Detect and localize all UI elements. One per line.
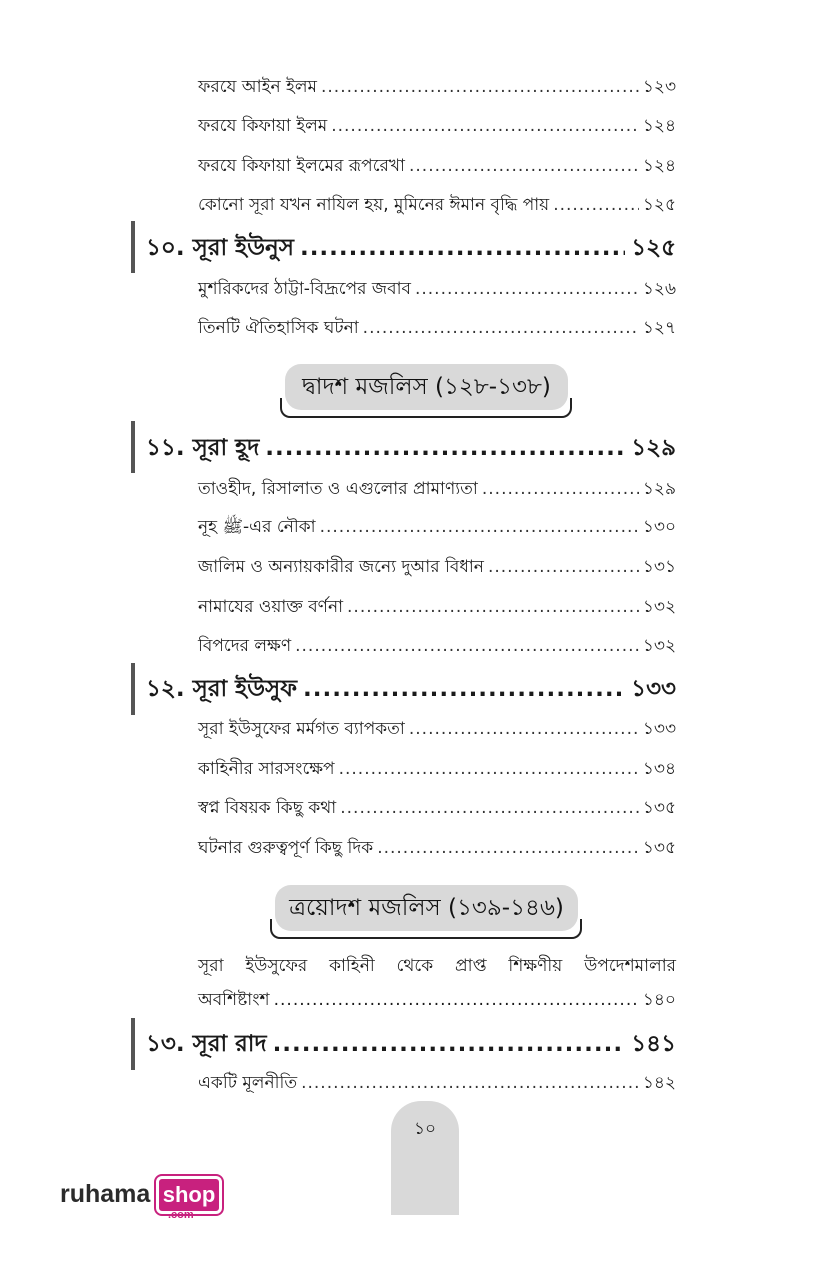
entry-title: অবশিষ্টাংশ bbox=[198, 990, 270, 1010]
chapter-page: ১৪১ bbox=[631, 1031, 676, 1057]
dot-leader bbox=[347, 594, 639, 620]
dot-leader bbox=[301, 1070, 639, 1096]
chapter-page: ১৩৩ bbox=[631, 676, 676, 702]
dot-leader bbox=[331, 113, 639, 139]
toc-entry bbox=[198, 113, 676, 139]
chapter-bar bbox=[131, 663, 135, 715]
entry-title: নূহ ﷺ-এর নৌকা bbox=[198, 517, 316, 537]
logo-text-shop: shop bbox=[156, 1176, 222, 1214]
toc-entry bbox=[198, 1070, 676, 1096]
toc-entry bbox=[198, 756, 676, 782]
paragraph-line-1: সূরা ইউসুফের কাহিনী থেকে প্রাপ্ত শিক্ষণীয় উপদেশমালার bbox=[198, 956, 676, 976]
dot-leader bbox=[415, 276, 639, 302]
entry-page: ১২৩ bbox=[642, 77, 676, 97]
dot-leader bbox=[363, 315, 639, 341]
dot-leader bbox=[300, 231, 625, 265]
paragraph-line-2 bbox=[198, 983, 676, 1017]
chapter-bar bbox=[131, 1018, 135, 1070]
dot-leader bbox=[321, 74, 639, 100]
chapter-page: ১২৫ bbox=[631, 235, 676, 261]
chapter-page: ১২৯ bbox=[631, 435, 676, 461]
entry-page: ১২৭ bbox=[642, 318, 676, 338]
toc-entry bbox=[198, 795, 676, 821]
toc-entry bbox=[198, 835, 676, 861]
toc-entry bbox=[198, 554, 676, 580]
toc-entry bbox=[198, 716, 676, 742]
entry-title: তিনটি ঐতিহাসিক ঘটনা bbox=[198, 318, 359, 338]
entry-page: ১৩৪ bbox=[642, 759, 676, 779]
entry-title: একটি মূলনীতি bbox=[198, 1073, 298, 1093]
dot-leader bbox=[295, 633, 639, 659]
entry-title: ঘটনার গুরুত্বপূর্ণ কিছু দিক bbox=[198, 838, 374, 858]
chapter-heading bbox=[146, 1027, 676, 1061]
toc-entry bbox=[198, 153, 676, 179]
dot-leader bbox=[340, 795, 639, 821]
dot-leader bbox=[553, 192, 639, 218]
entry-page: ১৪২ bbox=[642, 1073, 676, 1093]
entry-page: ১৪০ bbox=[642, 990, 676, 1010]
chapter-heading bbox=[146, 231, 676, 265]
toc-entry bbox=[198, 192, 676, 218]
toc-entry bbox=[198, 315, 676, 341]
entry-title: ফরযে কিফায়া ইলম bbox=[198, 116, 328, 136]
entry-page: ১৩০ bbox=[642, 517, 676, 537]
dot-leader bbox=[339, 756, 639, 782]
entry-page: ১৩৫ bbox=[642, 838, 676, 858]
dot-leader bbox=[273, 1027, 626, 1061]
section-title: ত্রয়োদশ মজলিস (১৩৯-১৪৬) bbox=[289, 894, 564, 921]
toc-entry bbox=[198, 633, 676, 659]
chapter-bar bbox=[131, 421, 135, 473]
entry-title: সূরা ইউসুফের মর্মগত ব্যাপকতা bbox=[198, 719, 405, 739]
toc-entry bbox=[198, 74, 676, 100]
logo-text-com: .com bbox=[168, 1209, 194, 1221]
toc-entry bbox=[198, 514, 676, 540]
entry-page: ১২৯ bbox=[642, 479, 676, 499]
dot-leader bbox=[409, 153, 639, 179]
dot-leader bbox=[377, 835, 639, 861]
chapter-title: ১১. সূরা হূদ bbox=[146, 435, 260, 461]
dot-leader bbox=[274, 983, 639, 1017]
dot-leader bbox=[265, 431, 625, 465]
entry-page: ১৩২ bbox=[642, 636, 676, 656]
entry-page: ১৩২ bbox=[642, 597, 676, 617]
page-number: ১০ bbox=[413, 1119, 437, 1139]
entry-page: ১২৪ bbox=[642, 116, 676, 136]
entry-page: ১৩৩ bbox=[642, 719, 676, 739]
entry-page: ১২৬ bbox=[642, 279, 676, 299]
chapter-title: ১০. সূরা ইউনুস bbox=[146, 235, 294, 261]
toc-paragraph-entry bbox=[198, 949, 676, 1017]
dot-leader bbox=[482, 476, 639, 502]
entry-page: ১২৪ bbox=[642, 156, 676, 176]
chapter-heading bbox=[146, 672, 676, 706]
section-title: দ্বাদশ মজলিস (১২৮-১৩৮) bbox=[302, 373, 551, 400]
dot-leader bbox=[488, 554, 639, 580]
toc-entry bbox=[198, 594, 676, 620]
dot-leader bbox=[409, 716, 639, 742]
entry-title: ফরযে আইন ইলম bbox=[198, 77, 317, 97]
chapter-bar bbox=[131, 221, 135, 273]
entry-title: ফরযে কিফায়া ইলমের রূপরেখা bbox=[198, 156, 405, 176]
chapter-title: ১২. সূরা ইউসুফ bbox=[146, 676, 298, 702]
entry-title: নামাযের ওয়াক্ত বর্ণনা bbox=[198, 597, 344, 617]
entry-page: ১২৫ bbox=[642, 195, 676, 215]
entry-title: মুশরিকদের ঠাট্টা-বিদ্রূপের জবাব bbox=[198, 279, 411, 299]
entry-title: বিপদের লক্ষণ bbox=[198, 636, 292, 656]
entry-title: কাহিনীর সারসংক্ষেপ bbox=[198, 759, 335, 779]
entry-title: জালিম ও অন্যায়কারীর জন্যে দুআর বিধান bbox=[198, 557, 484, 577]
entry-page: ১৩১ bbox=[642, 557, 676, 577]
section-heading bbox=[285, 364, 568, 410]
entry-title: স্বপ্ন বিষয়ক কিছু কথা bbox=[198, 798, 337, 818]
toc-entry bbox=[198, 276, 676, 302]
dot-leader bbox=[303, 672, 625, 706]
chapter-title: ১৩. সূরা রাদ bbox=[146, 1031, 267, 1057]
chapter-heading bbox=[146, 431, 676, 465]
entry-title: তাওহীদ, রিসালাত ও এগুলোর প্রামাণ্যতা bbox=[198, 479, 478, 499]
logo-text-ruhama: ruhama bbox=[60, 1180, 151, 1208]
toc-entry bbox=[198, 476, 676, 502]
dot-leader bbox=[320, 514, 639, 540]
entry-title: কোনো সূরা যখন নাযিল হয়, মুমিনের ঈমান বৃদ্ধি পায় bbox=[198, 195, 550, 215]
section-heading bbox=[275, 885, 578, 931]
entry-page: ১৩৫ bbox=[642, 798, 676, 818]
